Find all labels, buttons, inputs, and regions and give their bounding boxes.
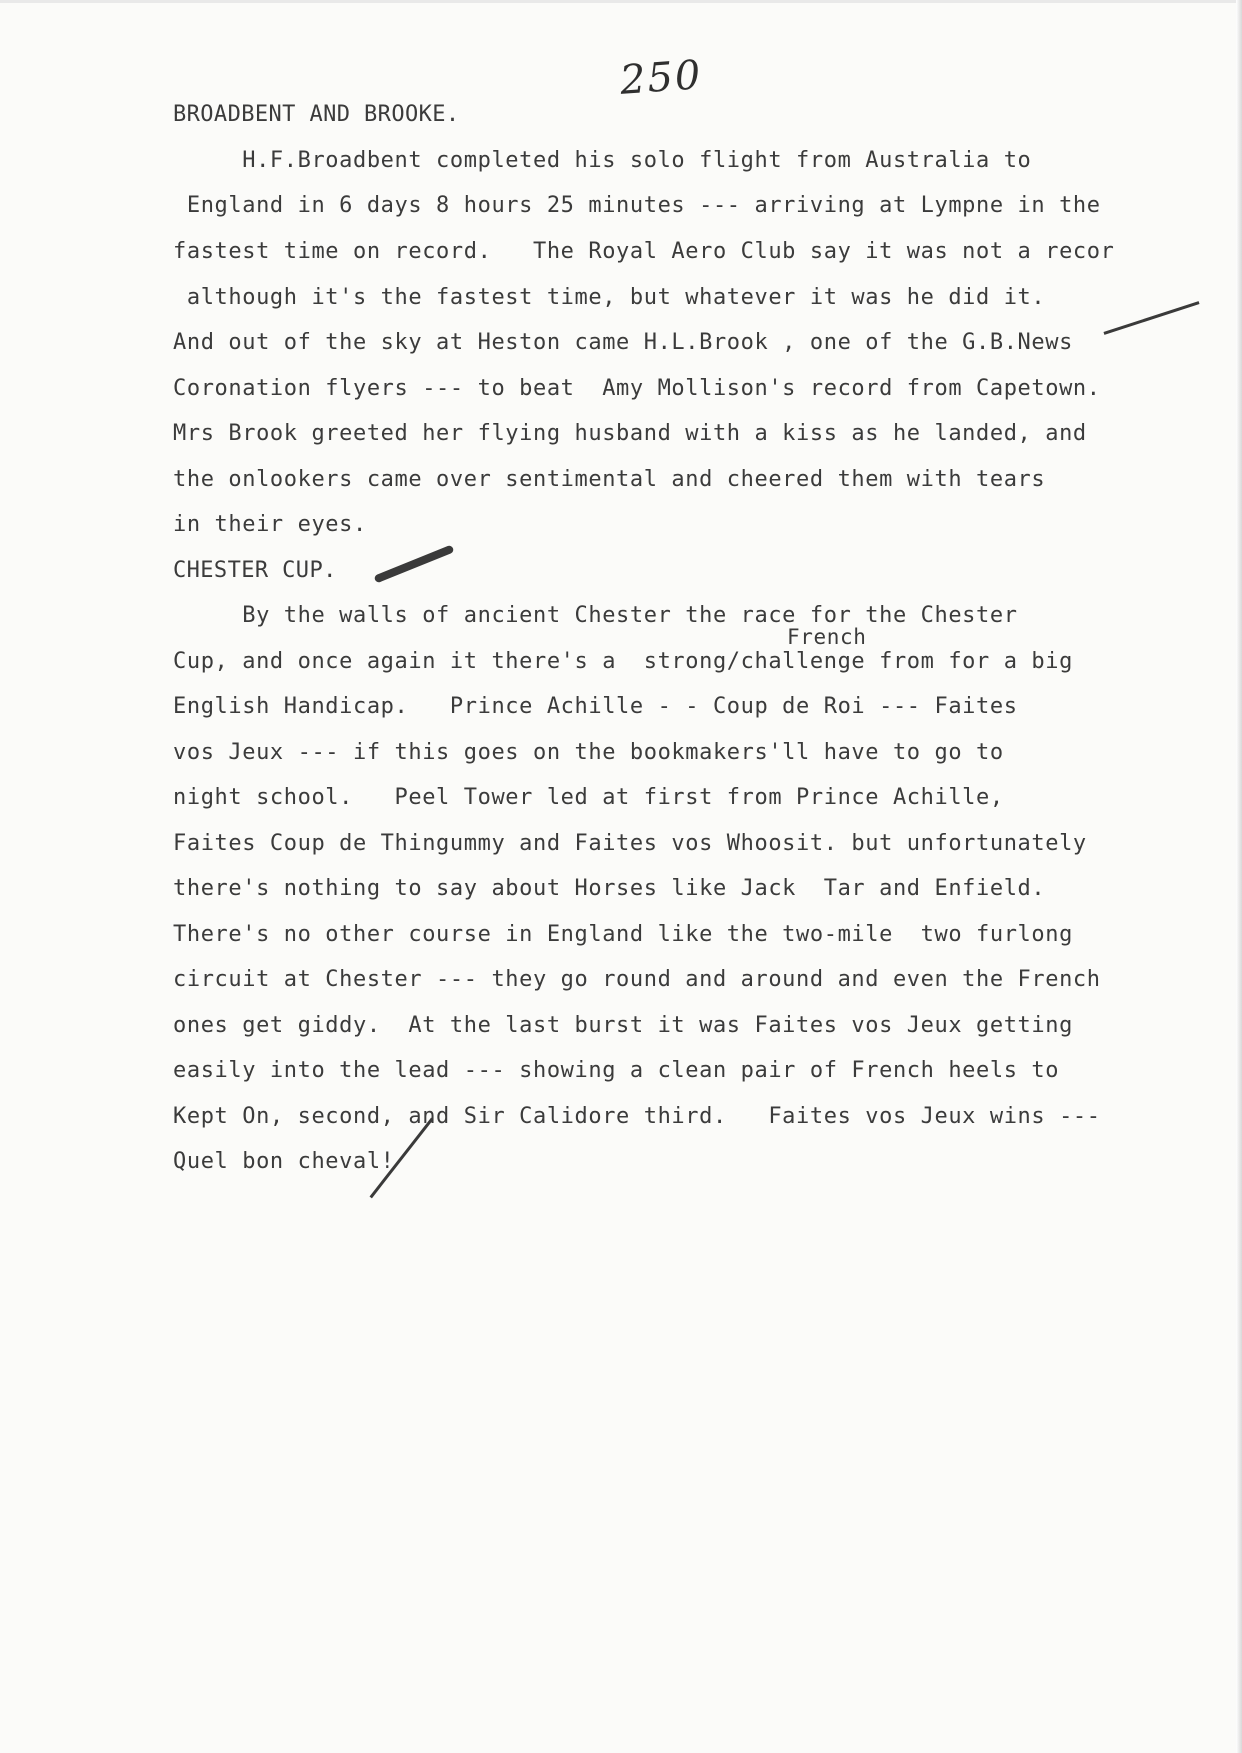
paragraph-line: the onlookers came over sentimental and cheered them with tears [173,467,1046,492]
paragraph-line: And out of the sky at Heston came H.L.Brook , one of the G.B.News [173,330,1073,355]
paragraph-line: Mrs Brook greeted her flying husband with a kiss as he landed, and [173,421,1087,446]
paragraph-line: H.F.Broadbent completed his solo flight from Australia to [173,148,1032,173]
paragraph-line: Kept On, second, and Sir Calidore third. Faites vos Jeux wins --- [173,1104,1101,1129]
paragraph-line: England in 6 days 8 hours 25 minutes --- arriving at Lympne in the [173,193,1101,218]
scan-edge-right [1236,0,1242,1753]
pen-stroke-mark [1103,301,1199,335]
paragraph-line: Coronation flyers --- to beat Amy Mollison's record from Capetown. [173,376,1101,401]
paragraph-line: circuit at Chester --- they go round and around and even the French [173,967,1101,992]
paragraph-line: there's nothing to say about Horses like Jack Tar and Enfield. [173,876,1046,901]
paragraph-line: ones get giddy. At the last burst it was Faites vos Jeux getting [173,1013,1073,1038]
interlinear-insertion: French [787,625,867,649]
paragraph-line: easily into the lead --- showing a clean pair of French heels to [173,1058,1060,1083]
paragraph-line: By the walls of ancient Chester the race for the Chester [173,603,1018,628]
paragraph-line: There's no other course in England like the two-mile two furlong [173,922,1073,947]
scan-edge-top [0,0,1242,3]
paragraph-line: Faites Coup de Thingummy and Faites vos Whoosit. but unfortunately [173,831,1087,856]
paragraph-line: Cup, and once again it there's a strong/challenge from for a big [173,649,1073,674]
paragraph-line: Quel bon cheval! [173,1149,395,1174]
paragraph-line: English Handicap. Prince Achille - - Coup de Roi --- Faites [173,694,1018,719]
paragraph-line: night school. Peel Tower led at first from Prince Achille, [173,785,1004,810]
section-heading-broadbent: BROADBENT AND BROOKE. [173,102,460,127]
paragraph-line: vos Jeux --- if this goes on the bookmakers'll have to go to [173,740,1004,765]
pen-stroke-mark [374,545,455,584]
handwritten-folio-number: 250 [618,52,704,104]
paragraph-line: in their eyes. [173,512,367,537]
paragraph-line: although it's the fastest time, but whatever it was he did it. [173,285,1046,310]
paragraph-line: fastest time on record. The Royal Aero Club say it was not a recor [173,239,1115,264]
section-heading-chester-cup: CHESTER CUP. [173,558,337,583]
